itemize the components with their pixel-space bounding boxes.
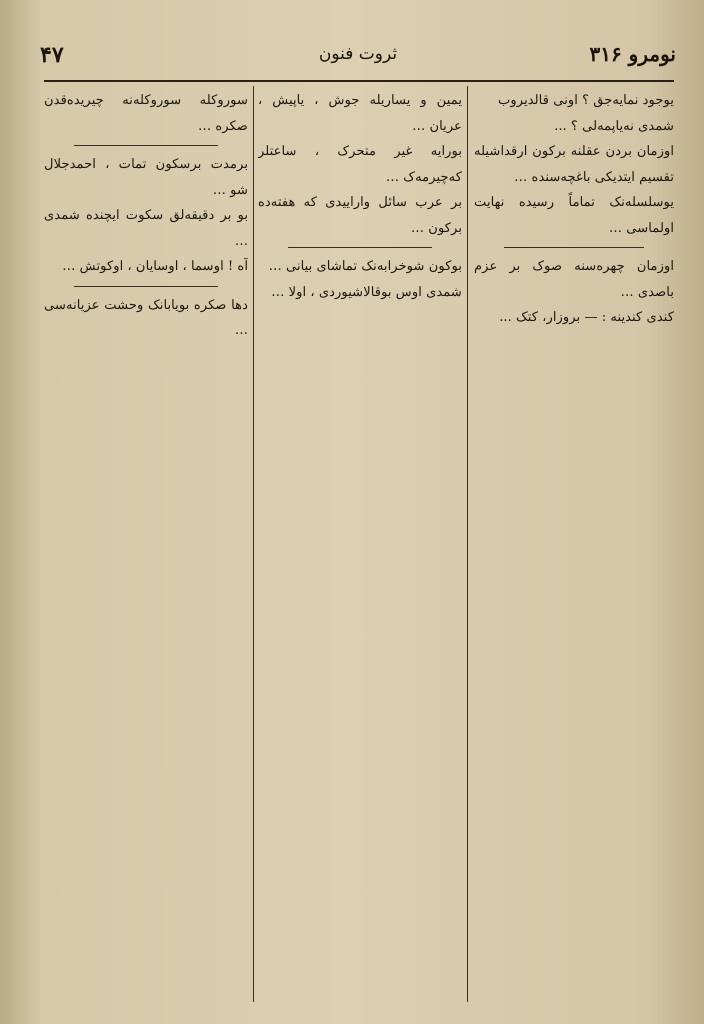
paragraph: بر عرب سائل واراییدی که هفته‌ده برکون … <box>258 195 462 236</box>
paragraph: کندی کندینه : — بروزار، کتک ... <box>499 310 674 325</box>
page-header <box>40 36 676 76</box>
section-rule <box>74 286 218 287</box>
paragraph: بوکون شوخرابه‌نک تماشای بیانی … <box>268 259 462 274</box>
journal-title: ثروت فنون <box>318 44 398 64</box>
paragraph: بورایه غیر متحرک ، ساعتلر که‌چیرمه‌ک … <box>258 144 462 185</box>
section-rule <box>74 145 218 146</box>
paragraph: شمدی نه‌یاپمه‌لی ؟ ... <box>554 118 674 134</box>
paragraph: بو بر دقیقه‌لق سکوت ایچنده شمدی … <box>44 208 248 249</box>
issue-number: نومرو ۳۱۶ <box>589 42 676 66</box>
paragraph: یمین و یساریله جوش ، یاپیش ، عریان … <box>258 93 462 134</box>
text-column-left <box>44 88 248 1008</box>
paragraph: شمدی اوس بوقالاشیوردی ، اولا … <box>271 284 462 300</box>
page-number: ۴۷ <box>40 42 64 68</box>
paragraph: اوزمان چهره‌سنه صوک بر عزم باصدی … <box>474 259 674 300</box>
column-divider <box>253 86 254 1002</box>
paragraph: اوزمان بردن عقلنه برکون ارقداشیله تقسیم ایتدیکی باغچه‌سنده … <box>474 144 674 185</box>
header-rule <box>44 80 674 82</box>
paragraph: آه ! اوسما ، اوسایان ، اوکوتش … <box>62 259 248 274</box>
paragraph: دها صکره بویابانک وحشت عزیانه‌سی … <box>44 297 248 338</box>
column-divider <box>467 86 468 1002</box>
section-rule <box>504 247 644 248</box>
paragraph: برمدت برسکون تمات ، احمدجلال شو … <box>44 157 248 198</box>
paragraph: یوسلسله‌نک تماماً رسیده نهایت اولماسی … <box>474 195 674 236</box>
paragraph: سوروکله سوروکله‌نه چیریده‌قدن صکره … <box>44 93 248 134</box>
paragraph: یوجود نمایه‌جق ؟ اونی قالدیروب <box>498 93 674 108</box>
section-rule <box>288 247 432 248</box>
text-column-middle <box>258 88 462 1008</box>
text-column-right <box>474 88 674 1008</box>
